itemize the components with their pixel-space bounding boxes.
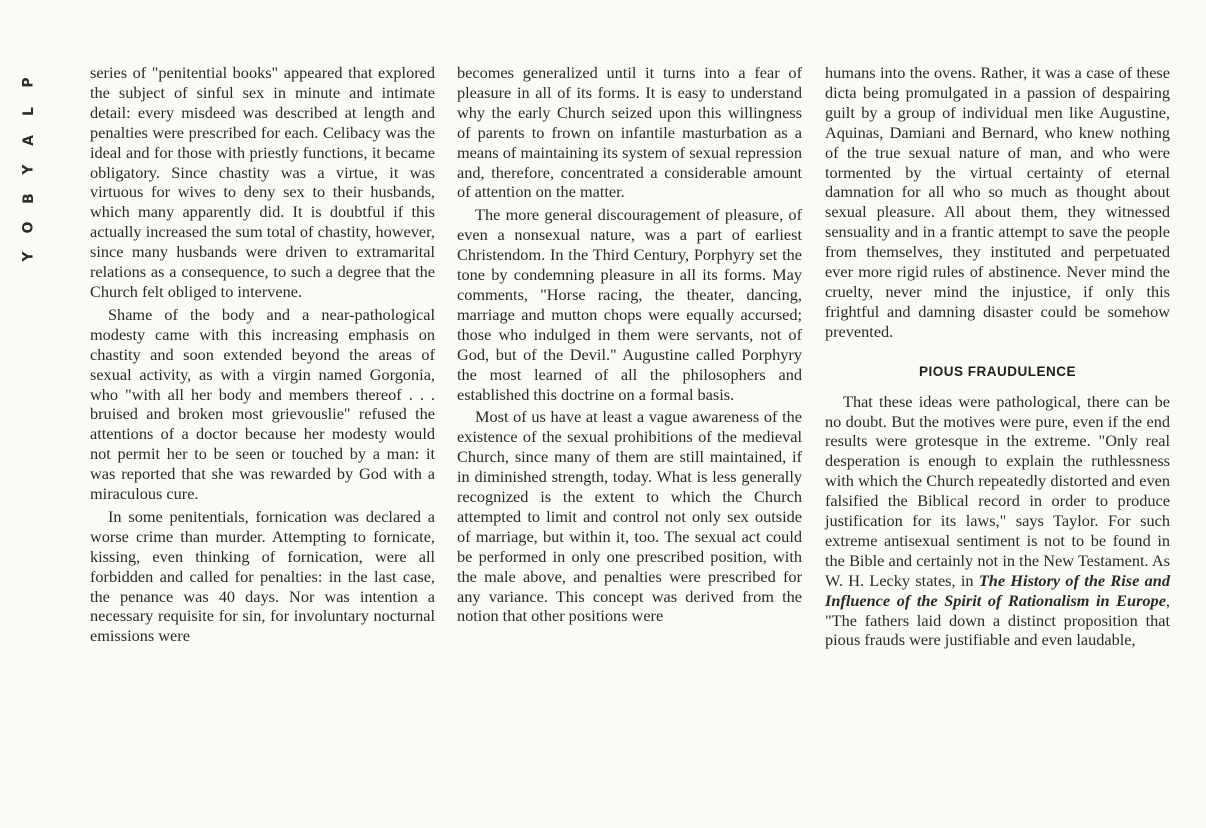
- paragraph: Most of us have at least a vague awareness of the existence of the sexual prohibitions of the medieval Church, since many of them are still maintained, if in diminished strength, today. What is less generally recognized is the extent to which the Church attempted to limit and control not only sex outside of marriage, but within it, too. The sexual act could be performed in only one prescribed position, with the male above, and penalties were prescribed for any variance. This concept was derived from the notion that other positions were: [457, 407, 802, 626]
- paragraph-text: That these ideas were pathological, there can be no doubt. But the motives were pure, even if the end results were grotesque in the extreme. "Only real desperation is enough to explain the ruthlessness with which the Church repeatedly distorted and even falsified the Biblical record in order to produce justification for its laws," says Taylor. For such extreme antisexual sentiment is not to be found in the Bible and certainly not in the New Testament. As W. H. Lecky states, in: [825, 391, 1170, 590]
- folio-letter: B: [20, 193, 37, 204]
- folio-letter: P: [20, 77, 37, 88]
- folio-letter: A: [20, 135, 37, 146]
- folio-letter: L: [20, 107, 37, 116]
- paragraph: [825, 392, 1170, 651]
- paragraph: In some penitentials, fornication was declared a worse crime than murder. Attempting to fornicate, kissing, even thinking of fornication, were all forbidden and called for penalties: in the last case, the penance was 40 days. Nor was intention a necessary requisite for sin, for involuntary nocturnal emissions were: [90, 506, 435, 646]
- article-column-1: [90, 63, 435, 646]
- book-title: The History of the Rise and Influence of the Spirit of Rationalism in Europe: [825, 570, 1170, 610]
- paragraph: becomes generalized until it turns into a fear of pleasure in all of its forms. It is easy to understand why the early Church seized upon this willingness of parents to frown on infantile masturbation as a means of maintaining its system of sexual repression and, therefore, concentrated a considerable amount of attention on the matter.: [457, 63, 802, 202]
- section-subheading: PIOUS FRAUDULENCE: [918, 363, 1076, 379]
- paragraph: series of "penitential books" appeared that explored the subject of sinful sex in minute and intimate detail: every misdeed was described at length and penalties were prescribed for each. Celibacy was the ideal and for those with priestly functions, it became obligatory. Since chastity was a virtue, it was virtuous for wives to deny sex to their husbands, which many apparently did. It is doubtful if this actually increased the sum total of chastity, however, since many husbands were driven to extramarital relations as a consequence, to such a degree that the Church felt obliged to intervene.: [90, 63, 435, 301]
- magazine-folio: [20, 68, 48, 271]
- folio-letter: O: [20, 221, 37, 234]
- article-column-3: [825, 63, 1170, 650]
- paragraph: Shame of the body and a near-pathological modesty came with this increasing emphasis on chastity and soon extended beyond the areas of sexual activity, as with a virgin named Gorgonia, who "with all her body and members thereof . . . bruised and broken most grievouslie" refused the attentions of a doctor because her modesty would not permit her to be seen or touched by a man: it was reported that she was rewarded by God with a miraculous cure.: [90, 304, 435, 504]
- folio-letter: Y: [20, 251, 37, 262]
- folio-letter: Y: [20, 164, 37, 175]
- article-column-2: [457, 63, 802, 626]
- paragraph: The more general discouragement of pleasure, of even a nonsexual nature, was a part of earliest Christendom. In the Third Century, Porphyry set the tone by condemning pleasure in all its forms. May comments, "Horse racing, the theater, dancing, marriage and mutton chops were equally accursed; those who indulged in them were servants, not of God, but of the Devil." Augustine called Porphyry the most learned of all the philosophers and established this doctrine on a formal basis.: [457, 205, 802, 404]
- paragraph-text: , "The fathers laid down a distinct proposition that pious frauds were justifiable and even laudable,: [825, 590, 1170, 650]
- paragraph: humans into the ovens. Rather, it was a case of these dicta being promulgated in a passion of despairing guilt by a group of individual men like Augustine, Aquinas, Damiani and Bernard, who knew nothing of the true sexual nature of man, and who were tormented by the virtual certainty of eternal damnation for all who so much as thought about sexual pleasure. All about them, they witnessed sensuality and in a frantic attempt to save the people from themselves, they instituted and perpetuated ever more rigid rules of abstinence. Never mind the cruelty, never mind the injustice, if only this frightful and damning disaster could be somehow prevented.: [825, 63, 1170, 341]
